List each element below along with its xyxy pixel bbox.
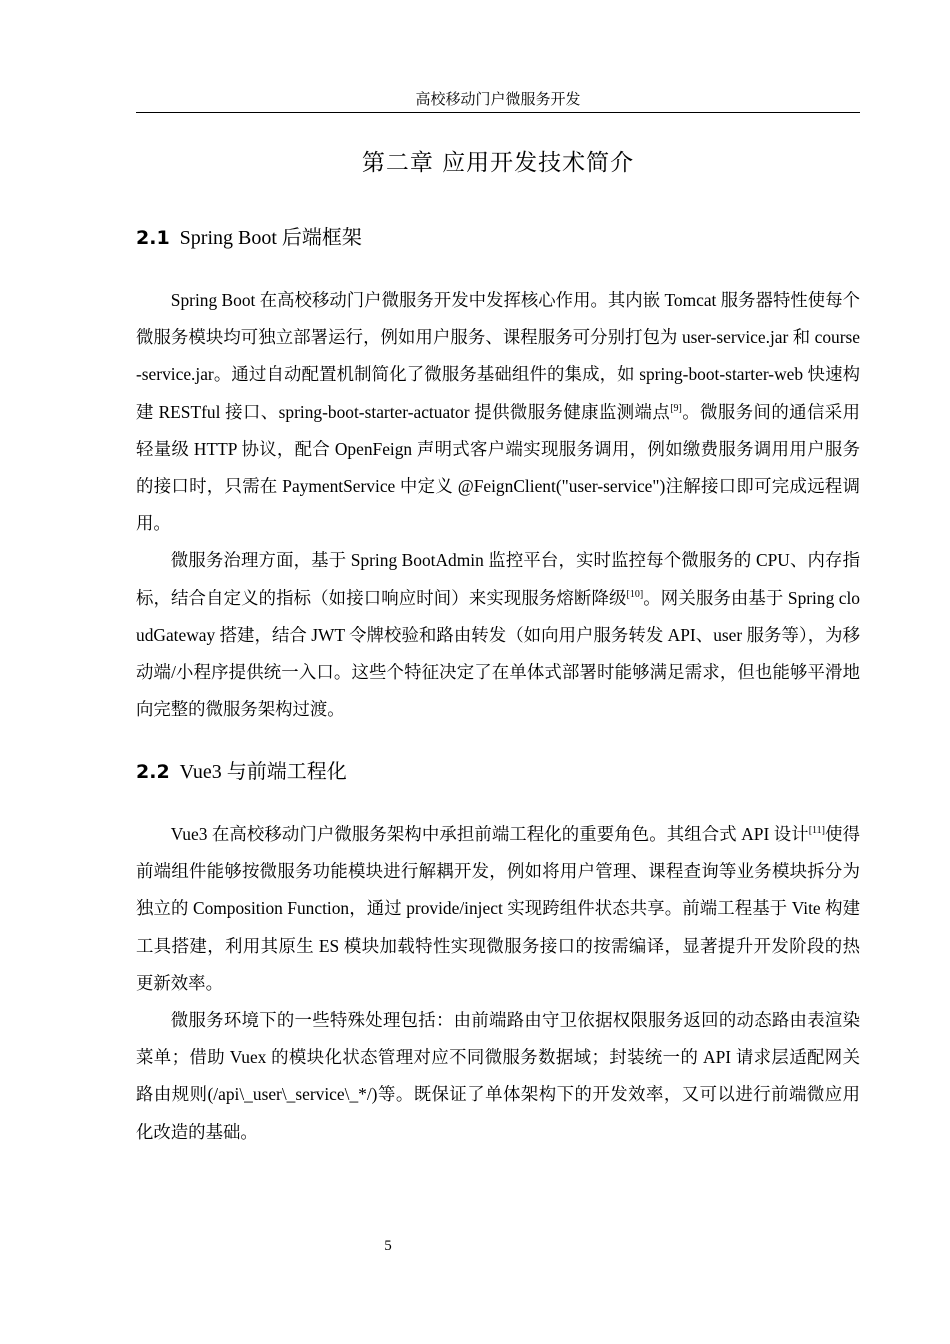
paragraph-text: 。网关服务由基于 Spring cloudGateway 搭建，结合 JWT 令牌校验和路由转发（如向用户服务转发 API、user 服务等），为移动端/小程序提供统一入口。这些个特征决定了在单体式部署时能够满足需求，但也能够平滑地向完整的微服务架构过渡。 [136, 587, 860, 720]
citation-marker: [11] [808, 825, 825, 837]
paragraph-text: 微服务环境下的一些特殊处理包括：由前端路由守卫依据权限服务返回的动态路由表渲染菜单；借助 Vuex 的模块化状态管理对应不同微服务数据域；封装统一的 API 请求层适配网关路由规则(/api\_user\_service\_*/)等。既保证了单体架构下的开发效率，又可以进行前端微应用化改造的基础。 [136, 1010, 860, 1142]
paragraph-text: 使得前端组件能够按微服务功能模块进行解耦开发，例如将用户管理、课程查询等业务模块拆分为独立的 Composition Function，通过 provide/inject 实现跨组件状态共享。前端工程基于 Vite 构建工具搭建，利用其原生 ES 模块加载特性实现微服务接口的按需编译，显著提升开发阶段的热更新效率。 [136, 824, 860, 993]
section-title: Spring Boot 后端框架 [179, 227, 362, 249]
citation-marker: [9] [670, 402, 682, 414]
paragraph [136, 1002, 860, 1151]
section-title: Vue3 与前端工程化 [179, 761, 347, 783]
paragraph [136, 816, 860, 1002]
paragraph [136, 542, 860, 728]
citation-marker: [10] [626, 588, 644, 600]
running-header: 高校移动门户微服务开发 [136, 90, 860, 113]
paragraph-text: Vue3 在高校移动门户微服务架构中承担前端工程化的重要角色。其组合式 API 设计 [170, 824, 809, 844]
chapter-title: 第二章 应用开发技术简介 [361, 150, 635, 176]
paragraph-text: Spring Boot 在高校移动门户微服务开发中发挥核心作用。其内嵌 Tomcat 服务器特性使每个微服务模块均可独立部署运行，例如用户服务、课程服务可分别打包为 user-service.jar 和 course-service.jar。通过自动配置机制简化了微服务基础组件的集成，如 spring-boot-starter-web 快速构建 RESTful 接口、spring-boot-starter-actuator 提供微服务健康监测端点 [136, 290, 860, 422]
page-number: 5 [384, 1238, 392, 1254]
paragraph [136, 282, 860, 542]
section-number: 2.2 [136, 761, 170, 783]
paragraph-text: 。微服务间的通信采用轻量级 HTTP 协议，配合 OpenFeign 声明式客户端实现服务调用，例如缴费服务调用用户服务的接口时，只需在 PaymentService 中定义 @FeignClient("user-service")注解接口即可完成远程调用。 [136, 401, 860, 534]
section-body-2-1 [136, 282, 860, 728]
paragraph-text: 微服务治理方面，基于 Spring BootAdmin 监控平台，实时监控每个微服务的 CPU、内存指标，结合自定义的指标（如接口响应时间）来实现服务熔断降级 [136, 550, 860, 608]
section-heading-2-1 [136, 224, 860, 252]
section-body-2-2 [136, 816, 860, 1151]
section-number: 2.1 [136, 227, 170, 249]
section-heading-2-2 [136, 758, 860, 786]
